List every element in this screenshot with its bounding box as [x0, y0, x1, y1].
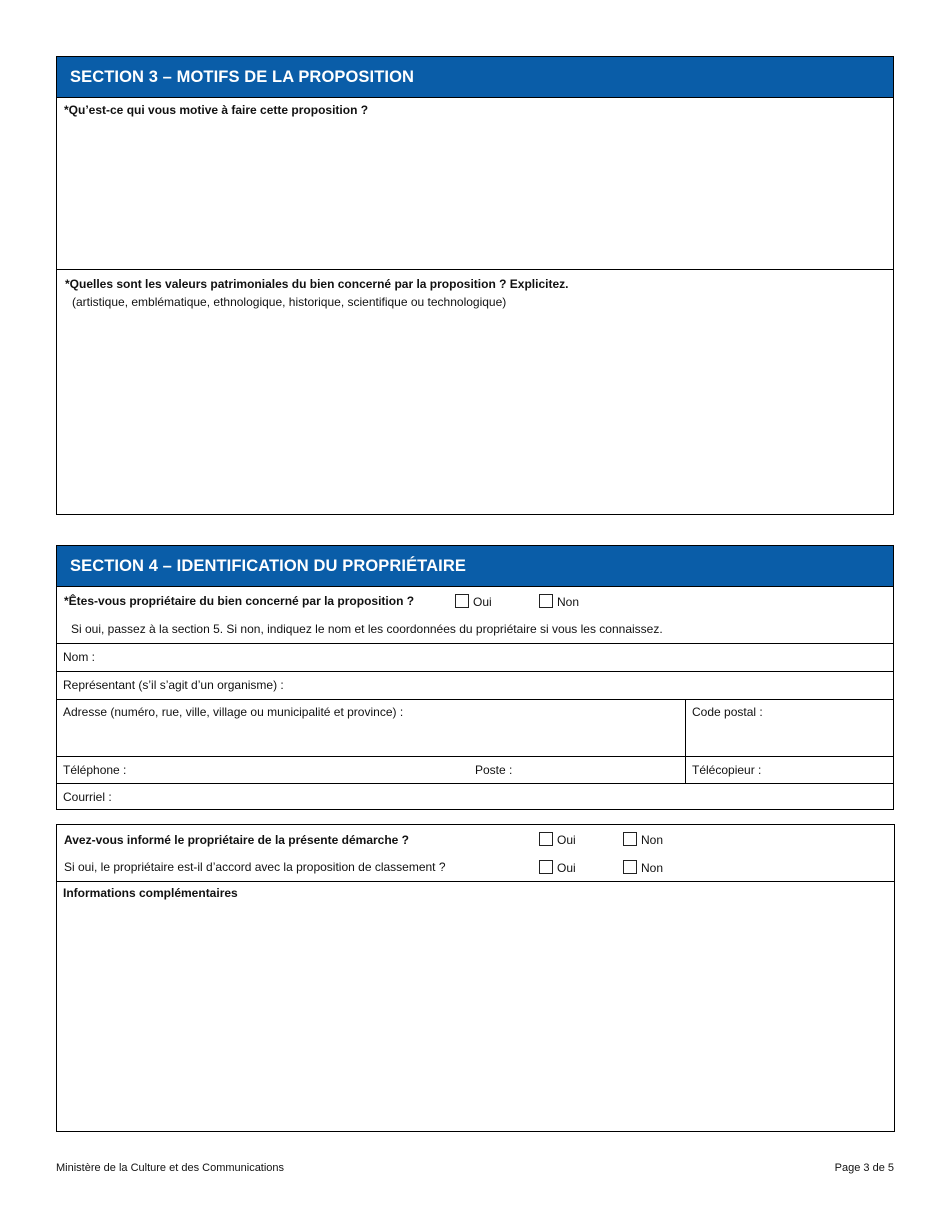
- name-label: Nom :: [63, 650, 96, 664]
- agreement-yes-label: Oui: [557, 861, 576, 875]
- representative-field[interactable]: [57, 671, 893, 699]
- section-3: [56, 56, 894, 515]
- fax-field[interactable]: [686, 757, 893, 783]
- phone-label: Téléphone :: [63, 763, 127, 777]
- informed-yes-checkbox[interactable]: [539, 832, 553, 846]
- owner-yes-label: Oui: [473, 595, 492, 609]
- informed-no-label: Non: [641, 833, 664, 847]
- owner-no-checkbox[interactable]: [539, 594, 553, 608]
- section-3-title: SECTION 3 – MOTIFS DE LA PROPOSITION: [57, 57, 893, 98]
- phone-row: [57, 756, 893, 783]
- additional-info-label: Informations complémentaires: [63, 886, 238, 900]
- email-label: Courriel :: [63, 790, 112, 804]
- agreement-question: Si oui, le propriétaire est-il d’accord avec la proposition de classement ?: [64, 860, 446, 874]
- postal-code-label: Code postal :: [692, 705, 763, 719]
- informed-no-checkbox[interactable]: [623, 832, 637, 846]
- phone-field[interactable]: [57, 757, 467, 783]
- extension-label: Poste :: [475, 763, 513, 777]
- informed-yes-label: Oui: [557, 833, 576, 847]
- email-field[interactable]: [57, 783, 893, 809]
- additional-info-area[interactable]: [57, 904, 894, 1131]
- representative-label: Représentant (s’il s’agit d’un organisme) :: [63, 678, 284, 692]
- owner-no-label: Non: [557, 595, 580, 609]
- extension-field[interactable]: [467, 757, 685, 783]
- agreement-no-label: Non: [641, 861, 664, 875]
- address-field[interactable]: [57, 700, 685, 756]
- section-4-title: SECTION 4 – IDENTIFICATION DU PROPRIÉTAIRE: [57, 546, 893, 587]
- heritage-values-hint: (artistique, emblématique, ethnologique, historique, scientifique ou technologique): [72, 295, 507, 309]
- fax-label: Télécopieur :: [692, 763, 762, 777]
- informed-question: Avez-vous informé le propriétaire de la présente démarche ?: [64, 833, 409, 847]
- owner-yes-checkbox[interactable]: [455, 594, 469, 608]
- address-label: Adresse (numéro, rue, ville, village ou municipalité et province) :: [63, 705, 404, 719]
- footer-ministry: Ministère de la Culture et des Communications: [56, 1162, 285, 1174]
- name-field[interactable]: [57, 643, 893, 671]
- heritage-values-question: *Quelles sont les valeurs patrimoniales du bien concerné par la proposition ? Explicitez.: [65, 277, 569, 291]
- heritage-values-cell: [57, 269, 893, 514]
- section-4: [56, 545, 894, 810]
- agreement-yes-checkbox[interactable]: [539, 860, 553, 874]
- agreement-no-checkbox[interactable]: [623, 860, 637, 874]
- owner-informed-box: [56, 824, 895, 1132]
- motivation-question: *Qu’est-ce qui vous motive à faire cette proposition ?: [64, 103, 369, 117]
- address-row: [57, 699, 893, 756]
- motivation-answer-area[interactable]: [57, 119, 893, 269]
- heritage-values-answer-area[interactable]: [57, 314, 893, 514]
- owner-question: *Êtes-vous propriétaire du bien concerné par la proposition ?: [64, 594, 415, 608]
- postal-code-field[interactable]: [686, 700, 893, 756]
- additional-info-cell: [57, 881, 894, 1131]
- owner-note: Si oui, passez à la section 5. Si non, indiquez le nom et les coordonnées du propriétaire si vous les connaissez.: [71, 622, 663, 636]
- footer-page-number: Page 3 de 5: [834, 1162, 894, 1174]
